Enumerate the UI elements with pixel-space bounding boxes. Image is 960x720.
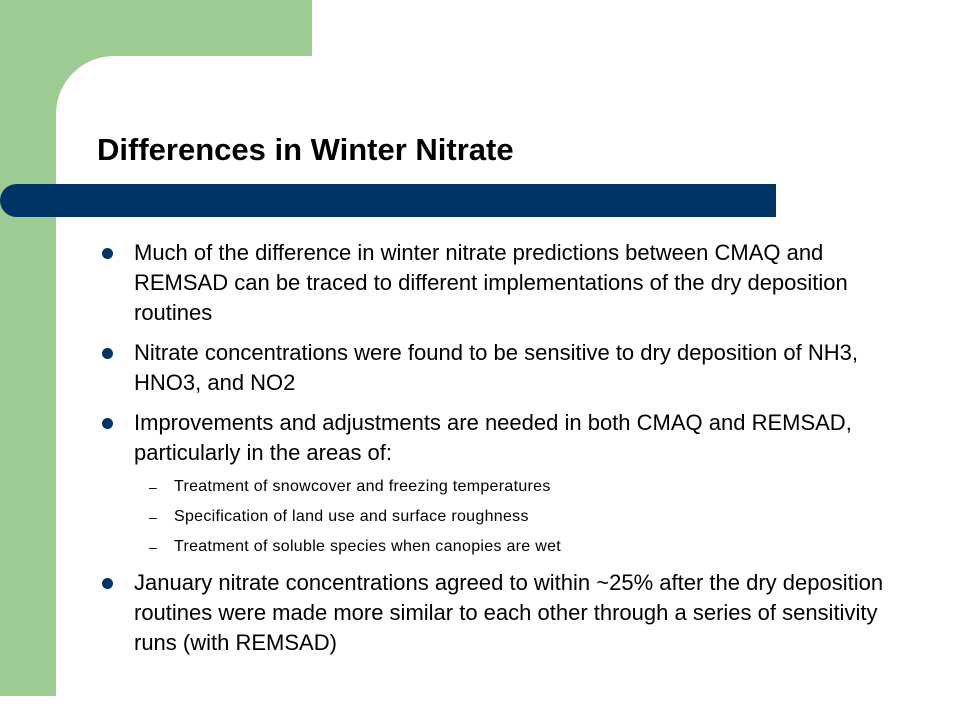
- bullet-dot-icon: [102, 248, 113, 259]
- bullet-text: Nitrate concentrations were found to be sensitive to dry deposition of NH3, HNO3, and NO2: [134, 340, 858, 395]
- sub-bullet-item-3: [134, 536, 902, 558]
- slide-title: Differences in Winter Nitrate: [97, 132, 514, 167]
- sub-bullet-item-1: [134, 476, 902, 498]
- bullet-item-4: [102, 568, 902, 658]
- bullet-item-1: [102, 238, 902, 328]
- bullet-dot-icon: [102, 348, 113, 359]
- title-underline-bar: [0, 184, 776, 217]
- sub-bullet-list: [134, 476, 902, 558]
- bullet-text: Much of the difference in winter nitrate predictions between CMAQ and REMSAD can be traced to different implementations of the dry deposition routines: [134, 240, 848, 325]
- bullet-item-2: [102, 338, 902, 398]
- dash-icon: –: [149, 539, 158, 555]
- bullet-item-3: [102, 408, 902, 558]
- dash-icon: –: [149, 479, 158, 495]
- sub-bullet-item-2: [134, 506, 902, 528]
- sub-bullet-text: Treatment of snowcover and freezing temperatures: [174, 478, 551, 495]
- bullet-text: Improvements and adjustments are needed in both CMAQ and REMSAD, particularly in the areas of:: [134, 410, 852, 465]
- sub-bullet-text: Specification of land use and surface roughness: [174, 508, 529, 525]
- sub-bullet-text: Treatment of soluble species when canopies are wet: [174, 538, 562, 555]
- dash-icon: –: [149, 509, 158, 525]
- bullet-text: January nitrate concentrations agreed to within ~25% after the dry deposition routines were made more similar to each other through a series of sensitivity runs (with REMSAD): [134, 570, 884, 655]
- bullet-dot-icon: [102, 578, 113, 589]
- bullet-dot-icon: [102, 418, 113, 429]
- bullet-list: [102, 238, 902, 668]
